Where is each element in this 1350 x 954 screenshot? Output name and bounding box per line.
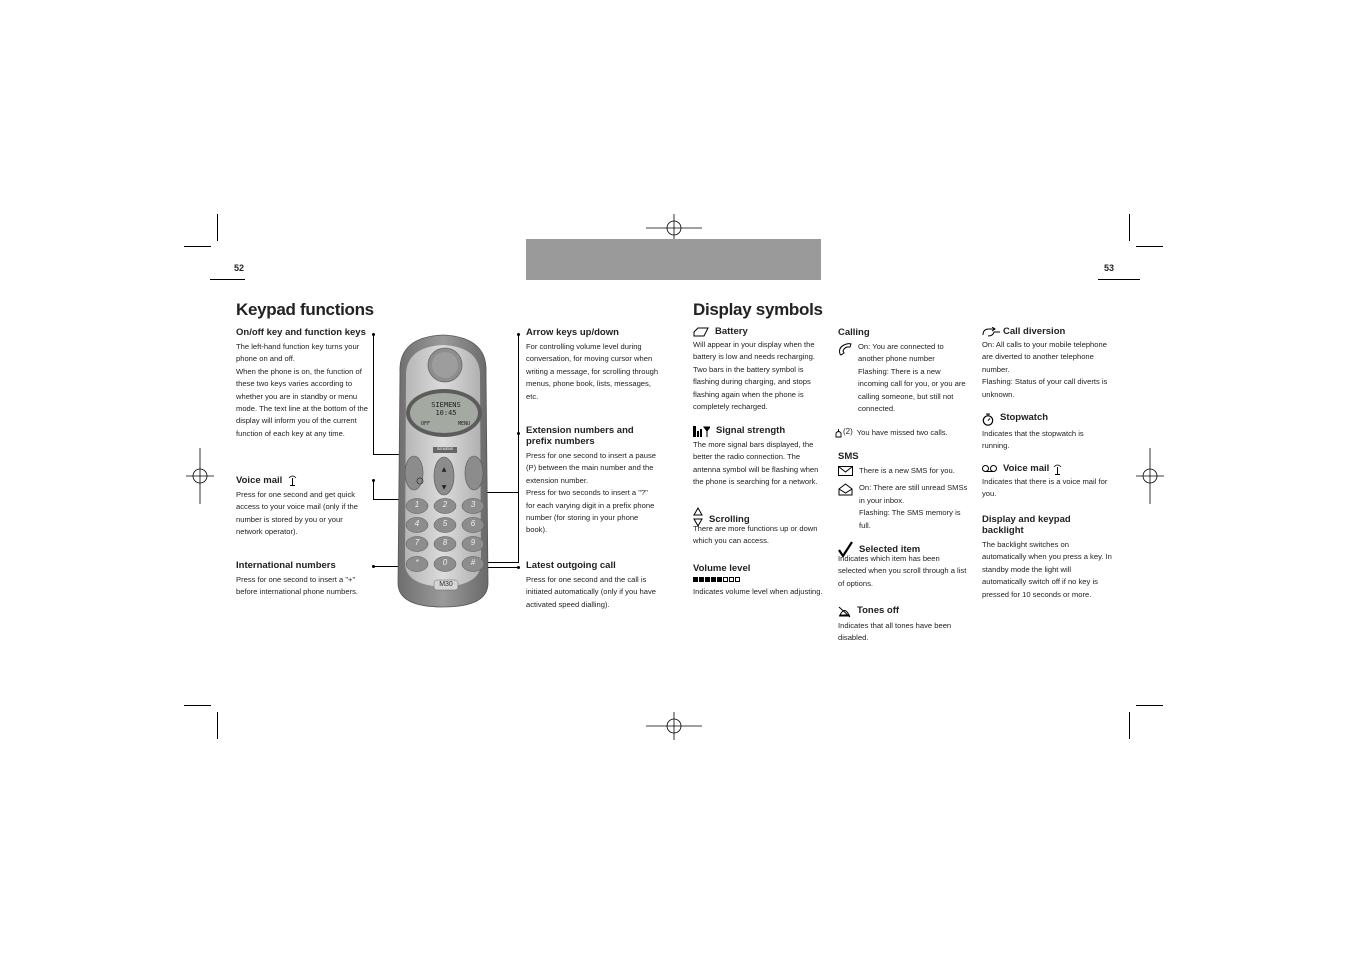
section-arrow-keys	[526, 327, 661, 403]
phone-key-label: *	[415, 558, 419, 567]
phone-illustration	[392, 333, 494, 609]
section-call-diversion	[982, 326, 1112, 401]
section-text: The backlight switches on automatically when you press a key. In standby mode the light will automatically switch off if no key is pressed for 10 seconds or more.	[982, 540, 1112, 599]
section-heading-label: Tones off	[857, 605, 900, 616]
phone-model-label: M30	[439, 581, 453, 588]
section-heading: On/off key and function keys	[236, 327, 366, 338]
section-heading: Volume level	[693, 563, 751, 574]
section-heading	[838, 605, 970, 618]
crop-mark	[217, 712, 218, 739]
volume-segment	[693, 577, 698, 582]
missed-calls-icon	[835, 428, 842, 438]
section-heading: Calling	[838, 327, 870, 338]
phone-key-label: 3	[470, 500, 476, 509]
section-text: You have missed two calls.	[856, 428, 948, 437]
phone-softkey-left: OFF	[421, 421, 431, 427]
volume-level-icon	[693, 577, 825, 582]
section-text: Press for one second to insert a "+" before international phone numbers.	[236, 575, 359, 597]
section-text: Indicates that all tones have been disabled.	[838, 621, 952, 643]
callout-dot	[517, 566, 520, 569]
section-heading-label: Stopwatch	[1000, 412, 1049, 423]
section-heading-label: Voice mail	[1003, 463, 1050, 474]
volume-segment	[717, 577, 722, 582]
page-number-right: 53	[1104, 263, 1115, 273]
crop-mark	[210, 279, 245, 280]
section-signal-strength	[693, 425, 825, 489]
section-heading-label: Selected item	[859, 544, 921, 555]
phone-key-label: 0	[442, 558, 448, 567]
section-tones-off	[838, 605, 970, 645]
callout-line	[518, 433, 519, 563]
section-heading: Latest outgoing call	[526, 560, 616, 571]
section-heading	[982, 412, 1112, 426]
phone-key-label: 9	[470, 538, 476, 547]
section-backlight	[982, 514, 1114, 601]
battery-icon	[693, 327, 709, 337]
section-missed-calls	[835, 427, 970, 439]
crop-mark	[1136, 705, 1163, 706]
section-voice-mail-symbol	[982, 463, 1112, 501]
section-sms	[838, 451, 970, 532]
sms-unread-row	[838, 482, 970, 532]
volume-segment	[705, 577, 710, 582]
section-text: Press for one second and the call is initiated automatically (only if you have activated speed dialling).	[526, 575, 657, 609]
volume-segment	[711, 577, 716, 582]
volume-segment	[729, 577, 734, 582]
section-battery	[693, 326, 825, 413]
phone-key-label: 2	[442, 500, 448, 509]
missed-calls-row	[835, 427, 970, 439]
section-text: Indicates which item has been selected when you scroll through a list of options.	[838, 554, 967, 588]
crop-mark	[184, 705, 211, 706]
signal-strength-icon	[693, 426, 710, 437]
sms-new-row	[838, 465, 970, 477]
section-scrolling	[693, 506, 825, 548]
page-title-keypad-functions: Keypad functions	[236, 300, 374, 319]
section-heading-label: Call diversion	[1003, 326, 1066, 337]
handset-icon	[838, 342, 852, 356]
callout-dot	[372, 479, 375, 482]
callout-line	[373, 480, 374, 500]
section-heading	[693, 425, 825, 437]
crop-mark	[1098, 279, 1140, 280]
section-text: Press for one second to insert a pause (P) between the main number and the extension number. Press for two seconds to insert a "?" for each varying digit in a prefix phone number (for storing in your phone book).	[526, 451, 657, 535]
header-band	[526, 239, 821, 280]
voicemail-key-icon	[288, 475, 297, 486]
crop-mark	[1136, 246, 1163, 247]
callout-dot	[372, 333, 375, 336]
crop-mark	[184, 246, 211, 247]
phone-key-label: 6	[470, 519, 476, 528]
stopwatch-icon	[982, 413, 994, 426]
phone-key-label: 1	[414, 500, 420, 509]
section-heading: International numbers	[236, 560, 336, 571]
section-text: On: You are connected to another phone number Flashing: There is a new incoming call for you, or you are calling someone, but still not connected.	[858, 342, 966, 414]
section-latest-outgoing-call	[526, 560, 661, 611]
missed-calls-count: (2)	[843, 427, 853, 436]
section-text: Press for one second and get quick access to your voice mail (only if the number is stored by you or your network operator).	[236, 490, 358, 537]
registration-mark-icon	[186, 448, 214, 504]
section-text: Indicates volume level when adjusting.	[693, 587, 823, 596]
volume-segment	[735, 577, 740, 582]
section-text: There are more functions up or down which you can access.	[693, 524, 818, 546]
phone-key-label: 4	[414, 519, 420, 528]
callout-dot	[372, 565, 375, 568]
phone-key-label: #	[470, 558, 476, 567]
section-text: For controlling volume level during conversation, for moving cursor when writing a message, for scrolling through menus, phone book, lists, messages, etc.	[526, 342, 659, 401]
page-number-left: 52	[234, 263, 245, 273]
section-heading-label: Voice mail	[236, 475, 283, 487]
registration-mark-icon	[646, 712, 702, 740]
voicemail-icon	[982, 464, 997, 473]
section-heading-label: Scrolling	[709, 514, 750, 525]
section-text: Indicates that there is a voice mail for you.	[982, 477, 1108, 499]
envelope-icon	[838, 466, 853, 476]
section-text: The more signal bars displayed, the better the radio connection. The antenna symbol will be flashing when the phone is searching for a network.	[693, 440, 819, 487]
callout-dot	[517, 432, 520, 435]
section-text: Indicates that the stopwatch is running.	[982, 429, 1084, 451]
section-text: On: There are still unread SMSs in your inbox. Flashing: The SMS memory is full.	[859, 483, 968, 530]
section-voice-mail-key	[236, 475, 371, 539]
section-stopwatch	[982, 412, 1112, 453]
voicemail-key-icon	[1053, 464, 1062, 475]
section-text: The left-hand function key turns your phone on and off. When the phone is on, the function of these two keys varies according to whether you are in standby or menu mode. The text line at the bottom of the display will inform you of the current function of each key at any time.	[236, 342, 368, 438]
registration-mark-icon	[646, 214, 702, 242]
section-heading-label: Battery	[715, 326, 748, 337]
section-heading	[236, 475, 371, 486]
phone-display-line2: 10:45	[435, 409, 457, 417]
phone-key-label: 5	[442, 519, 448, 528]
volume-segment	[723, 577, 728, 582]
svg-text:▲: ▲	[441, 466, 447, 473]
section-heading	[693, 326, 825, 337]
section-heading: SMS	[838, 451, 859, 462]
crop-mark	[1129, 712, 1130, 739]
section-heading: Display and keypad backlight	[982, 514, 1071, 536]
phone-display-line1: SIEMENS	[431, 401, 461, 409]
section-text: Will appear in your display when the battery is low and needs recharging. Two bars in the battery symbol is flashing during charging, and stops flashing again when the phone is completely recharged.	[693, 340, 815, 412]
crop-mark	[217, 214, 218, 241]
calling-row	[838, 341, 970, 415]
section-text: There is a new SMS for you.	[859, 466, 955, 475]
section-heading	[982, 326, 1112, 337]
section-volume-level	[693, 563, 825, 598]
section-heading	[982, 463, 1112, 475]
crop-mark	[1129, 214, 1130, 241]
phone-brand-badge: SIEMENS	[436, 447, 454, 451]
phone-key-label: 8	[442, 538, 448, 547]
call-diversion-icon	[982, 327, 1001, 337]
section-calling	[838, 327, 970, 415]
section-heading: Arrow keys up/down	[526, 327, 619, 338]
volume-segment	[699, 577, 704, 582]
section-heading: Extension numbers and prefix numbers	[526, 425, 634, 447]
section-extension-numbers	[526, 425, 656, 537]
callout-line	[373, 334, 374, 455]
page-title-display-symbols: Display symbols	[693, 300, 823, 319]
callout-dot	[517, 333, 520, 336]
registration-mark-icon	[1136, 448, 1164, 504]
section-selected-item	[838, 540, 970, 590]
section-onoff-key	[236, 327, 371, 440]
phone-softkey-right: MENU	[458, 421, 471, 427]
section-text: On: All calls to your mobile telephone are diverted to another telephone number. Flashing: Status of your call diverts is unknown.	[982, 340, 1108, 399]
open-envelope-icon	[838, 483, 853, 496]
section-heading-label: Signal strength	[716, 425, 786, 436]
svg-text:▼: ▼	[441, 484, 447, 491]
section-international-numbers	[236, 560, 371, 599]
phone-key-label: 7	[414, 538, 420, 547]
tones-off-icon	[838, 606, 851, 618]
